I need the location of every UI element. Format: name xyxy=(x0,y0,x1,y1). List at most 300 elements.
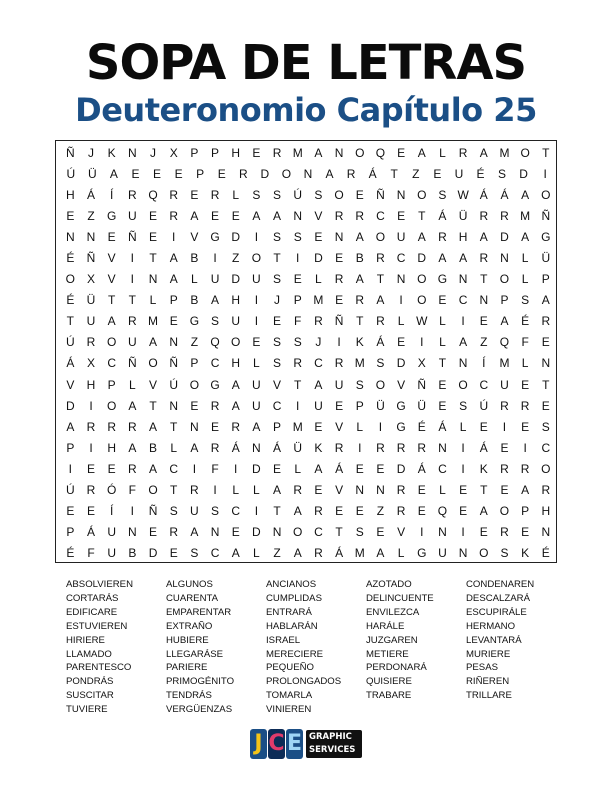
grid-cell: Ñ xyxy=(334,314,344,329)
grid-cell: Ñ xyxy=(66,146,75,160)
grid-cell: R xyxy=(355,209,365,224)
grid-cell: L xyxy=(170,440,178,455)
word-item: JUZGAREN xyxy=(366,634,418,646)
grid-cell: E xyxy=(273,461,282,476)
grid-cell: A xyxy=(479,146,488,160)
grid-cell: R xyxy=(376,314,385,329)
word-item: TENDRÁS xyxy=(166,690,212,702)
brand-logo xyxy=(250,728,362,760)
grid-cell: V xyxy=(397,377,406,392)
grid-cell: A xyxy=(252,419,261,434)
grid-cell: N xyxy=(169,398,179,413)
grid-row xyxy=(56,480,556,501)
grid-cell: R xyxy=(86,482,96,497)
grid-cell: A xyxy=(252,209,261,224)
grid-cell: V xyxy=(66,377,75,392)
word-column xyxy=(366,578,466,717)
grid-cell: I xyxy=(461,440,465,455)
grid-cell: P xyxy=(169,293,178,308)
grid-cell: R xyxy=(396,440,406,455)
grid-cell: R xyxy=(417,440,427,455)
grid-cell: A xyxy=(273,209,282,224)
grid-cell: A xyxy=(128,440,137,455)
grid-cell: P xyxy=(190,146,199,160)
grid-cell: Ú xyxy=(66,482,75,497)
word-item: LEVANTARÁ xyxy=(466,634,522,646)
grid-cell: A xyxy=(376,545,385,560)
grid-cell: N xyxy=(148,272,158,287)
grid-cell: T xyxy=(542,146,550,160)
grid-cell: I xyxy=(213,251,217,266)
grid-cell: T xyxy=(149,398,157,413)
word-item: MURIERE xyxy=(466,648,511,660)
grid-cell: R xyxy=(500,461,509,476)
grid-cell: I xyxy=(523,440,527,455)
grid-cell: L xyxy=(521,251,529,266)
grid-cell: R xyxy=(479,251,489,266)
grid-cell: S xyxy=(211,503,220,518)
grid-cell: E xyxy=(335,293,344,308)
grid-cell: I xyxy=(89,440,93,455)
grid-cell: R xyxy=(314,545,323,560)
grid-cell: P xyxy=(211,146,220,160)
grid-cell: F xyxy=(211,461,219,476)
grid-cell: T xyxy=(273,503,281,518)
grid-cell: R xyxy=(210,398,220,413)
grid-cell: R xyxy=(231,419,241,434)
grid-cell: A xyxy=(479,503,488,518)
grid-cell: K xyxy=(355,335,364,350)
grid-cell: I xyxy=(68,461,72,476)
grid-cell: Á xyxy=(368,167,377,182)
grid-cell: R xyxy=(210,440,220,455)
grid-cell: A xyxy=(273,482,282,497)
grid-cell: Á xyxy=(335,461,344,476)
grid-cell: D xyxy=(231,272,241,287)
grid-cell: I xyxy=(89,398,93,413)
grid-cell: E xyxy=(211,209,220,224)
grid-cell: A xyxy=(376,293,385,308)
word-item: ISRAEL xyxy=(266,634,301,646)
grid-cell: U xyxy=(128,209,137,224)
grid-cell: Ú xyxy=(66,335,75,350)
grid-cell: C xyxy=(314,524,323,539)
grid-cell: I xyxy=(420,524,424,539)
grid-cell: L xyxy=(521,272,529,287)
grid-cell: H xyxy=(541,503,551,518)
grid-cell: O xyxy=(231,335,241,350)
grid-cell: E xyxy=(438,377,447,392)
grid-cell: R xyxy=(169,188,179,203)
grid-cell: A xyxy=(314,461,323,476)
grid-cell: A xyxy=(541,293,550,308)
grid-cell: S xyxy=(521,293,530,308)
grid-cell: E xyxy=(521,524,530,539)
grid-row xyxy=(56,311,556,332)
grid-cell: É xyxy=(66,545,75,560)
grid-cell: X xyxy=(169,146,178,160)
grid-row xyxy=(56,206,556,227)
grid-cell: L xyxy=(253,545,260,560)
grid-cell: P xyxy=(293,293,302,308)
grid-cell: E xyxy=(397,335,406,350)
word-item: VINIEREN xyxy=(266,704,312,716)
word-item: ESTUVIEREN xyxy=(66,620,128,632)
grid-cell: A xyxy=(325,167,334,182)
grid-cell: R xyxy=(500,398,509,413)
grid-cell: N xyxy=(500,251,509,266)
logo-line-graphic: GRAPHIC xyxy=(309,732,352,742)
grid-cell: N xyxy=(66,230,75,245)
letter-grid xyxy=(55,140,557,563)
grid-cell: M xyxy=(354,545,365,560)
grid-cell: R xyxy=(334,356,344,371)
grid-cell: N xyxy=(128,524,137,539)
grid-cell: J xyxy=(88,146,94,160)
word-list xyxy=(66,578,566,717)
grid-cell: I xyxy=(420,335,424,350)
grid-cell: A xyxy=(314,377,323,392)
word-item: CORTARÁS xyxy=(66,592,119,604)
grid-cell: J xyxy=(274,293,281,308)
grid-cell: N xyxy=(252,440,261,455)
grid-cell: A xyxy=(479,230,488,245)
grid-cell: O xyxy=(251,251,262,266)
word-item: ENVILEZCA xyxy=(366,606,420,618)
grid-cell: Q xyxy=(148,188,158,203)
grid-cell: E xyxy=(376,524,385,539)
word-item: METIERE xyxy=(366,648,409,660)
grid-cell: O xyxy=(499,503,510,518)
grid-cell: P xyxy=(107,377,116,392)
grid-cell: E xyxy=(541,335,550,350)
grid-cell: R xyxy=(438,230,447,245)
grid-cell: É xyxy=(417,419,426,434)
grid-cell: Í xyxy=(482,356,486,371)
grid-cell: T xyxy=(542,377,550,392)
grid-cell: T xyxy=(170,482,178,497)
grid-cell: P xyxy=(190,356,199,371)
grid-cell: C xyxy=(376,209,385,224)
grid-cell: E xyxy=(335,398,344,413)
grid-cell: D xyxy=(396,461,406,476)
grid-cell: R xyxy=(334,440,344,455)
grid-cell: D xyxy=(66,398,75,413)
grid-cell: W xyxy=(457,188,469,203)
grid-cell: L xyxy=(521,356,529,371)
grid-cell: R xyxy=(479,209,489,224)
grid-cell: D xyxy=(396,356,406,371)
grid-cell: R xyxy=(86,335,96,350)
grid-cell: I xyxy=(130,503,135,518)
grid-cell: Ú xyxy=(169,377,179,392)
grid-cell: V xyxy=(335,482,344,497)
grid-cell: E xyxy=(438,293,447,308)
word-item: DESCALZARÁ xyxy=(466,592,530,604)
grid-cell: A xyxy=(190,209,199,224)
grid-cell: C xyxy=(107,356,117,371)
grid-cell: Q xyxy=(210,335,220,350)
grid-cell: O xyxy=(334,188,344,203)
grid-cell: R xyxy=(238,167,248,182)
grid-cell: L xyxy=(439,482,446,497)
grid-cell: N xyxy=(438,524,447,539)
grid-cell: I xyxy=(337,335,341,350)
grid-cell: H xyxy=(231,146,241,160)
grid-row xyxy=(56,290,556,311)
grid-cell: R xyxy=(190,482,199,497)
grid-cell: Á xyxy=(500,188,509,203)
grid-cell: U xyxy=(252,272,261,287)
grid-cell: C xyxy=(541,440,551,455)
grid-cell: E xyxy=(335,251,344,266)
grid-cell: S xyxy=(273,272,282,287)
grid-cell: Á xyxy=(87,188,96,203)
grid-cell: S xyxy=(355,524,364,539)
grid-cell: I xyxy=(130,251,135,266)
grid-cell: A xyxy=(190,524,199,539)
grid-cell: G xyxy=(210,230,220,245)
grid-cell: L xyxy=(356,419,364,434)
grid-cell: T xyxy=(356,314,364,329)
grid-cell: D xyxy=(252,461,261,476)
grid-cell: R xyxy=(500,209,509,224)
grid-cell: M xyxy=(499,146,510,160)
grid-cell: X xyxy=(87,272,96,287)
grid-cell: L xyxy=(439,146,446,160)
grid-cell: C xyxy=(210,356,220,371)
grid-cell: X xyxy=(87,356,96,371)
grid-cell: I xyxy=(461,314,465,329)
grid-cell: U xyxy=(314,398,323,413)
grid-cell: Ñ xyxy=(128,356,137,371)
word-item: ANCIANOS xyxy=(266,579,317,590)
grid-cell: A xyxy=(149,461,158,476)
grid-cell: R xyxy=(520,461,530,476)
grid-cell: I xyxy=(172,230,176,245)
grid-cell: P xyxy=(521,503,530,518)
grid-cell: I xyxy=(296,251,300,266)
grid-cell: T xyxy=(438,356,447,371)
grid-cell: E xyxy=(479,419,488,434)
grid-cell: E xyxy=(397,209,406,224)
grid-row xyxy=(56,353,556,374)
grid-cell: E xyxy=(87,461,96,476)
grid-cell: I xyxy=(234,461,238,476)
word-item: VERGÜENZAS xyxy=(166,704,233,716)
grid-cell: E xyxy=(314,230,323,245)
grid-cell: U xyxy=(107,545,117,560)
grid-cell: F xyxy=(521,335,529,350)
grid-cell: S xyxy=(541,419,550,434)
word-item: AZOTADO xyxy=(366,579,412,590)
grid-cell: S xyxy=(273,356,282,371)
grid-cell: W xyxy=(416,314,428,329)
grid-cell: T xyxy=(170,419,178,434)
grid-cell: A xyxy=(293,503,302,518)
grid-cell: E xyxy=(459,482,468,497)
grid-cell: E xyxy=(231,209,240,224)
grid-row xyxy=(56,332,556,353)
grid-cell: O xyxy=(281,167,292,182)
grid-cell: G xyxy=(396,419,406,434)
grid-cell: R xyxy=(396,482,406,497)
grid-cell: R xyxy=(520,398,530,413)
word-item: QUISIERE xyxy=(366,676,412,688)
grid-cell: N xyxy=(396,272,406,287)
grid-row xyxy=(56,438,556,459)
grid-cell: S xyxy=(211,314,220,329)
grid-cell: D xyxy=(417,251,427,266)
grid-cell: V xyxy=(107,272,116,287)
grid-cell: T xyxy=(273,251,281,266)
grid-cell: B xyxy=(355,251,364,266)
grid-cell: A xyxy=(109,167,118,182)
grid-cell: N xyxy=(458,545,468,560)
grid-cell: R xyxy=(376,251,385,266)
grid-cell: Z xyxy=(376,503,385,518)
word-item: TUVIERE xyxy=(66,704,108,716)
grid-cell: E xyxy=(521,419,530,434)
word-item: PONDRÁS xyxy=(66,676,114,688)
grid-cell: A xyxy=(231,398,240,413)
grid-cell: O xyxy=(189,377,200,392)
grid-row xyxy=(56,248,556,269)
grid-cell: U xyxy=(500,377,509,392)
grid-cell: S xyxy=(293,230,302,245)
grid-cell: R xyxy=(541,482,551,497)
grid-cell: A xyxy=(66,419,75,434)
grid-cell: I xyxy=(461,461,465,476)
grid-cell: S xyxy=(273,230,282,245)
grid-cell: I xyxy=(399,293,403,308)
grid-cell: N xyxy=(334,230,344,245)
grid-cell: L xyxy=(315,272,322,287)
grid-cell: A xyxy=(149,335,158,350)
grid-cell: G xyxy=(417,545,427,560)
grid-cell: Í xyxy=(110,188,114,203)
grid-cell: E xyxy=(169,314,178,329)
grid-cell: E xyxy=(541,398,550,413)
grid-cell: B xyxy=(190,293,199,308)
grid-cell: D xyxy=(260,167,270,182)
grid-cell: L xyxy=(129,377,136,392)
grid-cell: E xyxy=(417,482,426,497)
grid-cell: E xyxy=(190,398,199,413)
grid-cell: O xyxy=(417,272,427,287)
grid-cell: L xyxy=(191,272,198,287)
word-item: TRABARE xyxy=(366,690,412,702)
grid-cell: Z xyxy=(273,545,281,560)
grid-cell: O xyxy=(541,188,551,203)
grid-cell: E xyxy=(231,524,240,539)
word-item: EXTRAÑO xyxy=(166,620,213,632)
word-item: PARIERE xyxy=(166,662,208,674)
word-item: HARÁLE xyxy=(366,620,405,632)
logo-letter: E xyxy=(286,729,303,759)
grid-cell: U xyxy=(438,545,447,560)
grid-cell: N xyxy=(458,356,468,371)
word-item: HABLARÁN xyxy=(266,620,318,632)
grid-cell: E xyxy=(252,335,261,350)
grid-cell: Ú xyxy=(66,167,76,182)
word-item: TOMARLA xyxy=(266,690,313,702)
grid-cell: U xyxy=(190,503,199,518)
word-item: ABSOLVIEREN xyxy=(66,579,134,590)
grid-cell: O xyxy=(458,377,468,392)
grid-cell: S xyxy=(500,545,509,560)
word-item: LLEGARÁSE xyxy=(166,648,224,660)
grid-cell: N xyxy=(128,146,137,160)
grid-cell: X xyxy=(417,356,426,371)
grid-cell: E xyxy=(355,503,364,518)
grid-cell: A xyxy=(293,545,302,560)
grid-cell: R xyxy=(272,146,282,160)
grid-cell: R xyxy=(128,419,137,434)
grid-cell: A xyxy=(231,377,240,392)
word-item: TRILLARE xyxy=(466,690,512,702)
grid-cell: D xyxy=(314,251,323,266)
grid-cell: D xyxy=(500,230,509,245)
grid-cell: O xyxy=(375,230,386,245)
grid-cell: R xyxy=(107,419,117,434)
grid-row xyxy=(56,522,556,543)
grid-row xyxy=(56,396,556,417)
grid-cell: S xyxy=(459,398,468,413)
grid-cell: Ü xyxy=(458,209,468,224)
grid-cell: U xyxy=(128,335,137,350)
grid-cell: U xyxy=(252,377,261,392)
grid-cell: B xyxy=(128,545,137,560)
grid-cell: E xyxy=(87,503,96,518)
grid-cell: R xyxy=(458,146,468,160)
grid-cell: L xyxy=(253,356,260,371)
grid-cell: Á xyxy=(273,440,282,455)
grid-cell: O xyxy=(148,356,158,371)
grid-cell: O xyxy=(479,545,489,560)
grid-cell: E xyxy=(314,419,323,434)
word-item: PARENTESCO xyxy=(66,662,132,674)
grid-cell: T xyxy=(128,293,137,308)
grid-cell: P xyxy=(196,167,205,182)
grid-cell: J xyxy=(315,335,322,350)
grid-cell: Ü xyxy=(293,440,303,455)
grid-cell: V xyxy=(314,209,323,224)
grid-cell: R xyxy=(128,314,137,329)
word-column xyxy=(466,578,566,717)
grid-cell: N xyxy=(541,356,551,371)
grid-cell: B xyxy=(149,440,158,455)
grid-cell: Ñ xyxy=(541,209,551,224)
word-item: EMPARENTAR xyxy=(166,606,232,618)
word-item: PERDONARÁ xyxy=(366,662,427,674)
grid-cell: R xyxy=(396,503,406,518)
grid-cell: I xyxy=(358,440,362,455)
grid-cell: N xyxy=(334,146,344,160)
grid-cell: E xyxy=(417,503,426,518)
grid-cell: K xyxy=(479,461,488,476)
grid-cell: M xyxy=(520,209,531,224)
grid-cell: R xyxy=(128,461,137,476)
grid-cell: T xyxy=(480,272,488,287)
grid-cell: F xyxy=(294,314,302,329)
grid-cell: Z xyxy=(412,167,420,182)
grid-cell: A xyxy=(169,272,178,287)
grid-cell: R xyxy=(293,356,303,371)
grid-cell: Á xyxy=(479,188,488,203)
grid-cell: I xyxy=(254,314,259,329)
grid-cell: F xyxy=(128,482,137,497)
